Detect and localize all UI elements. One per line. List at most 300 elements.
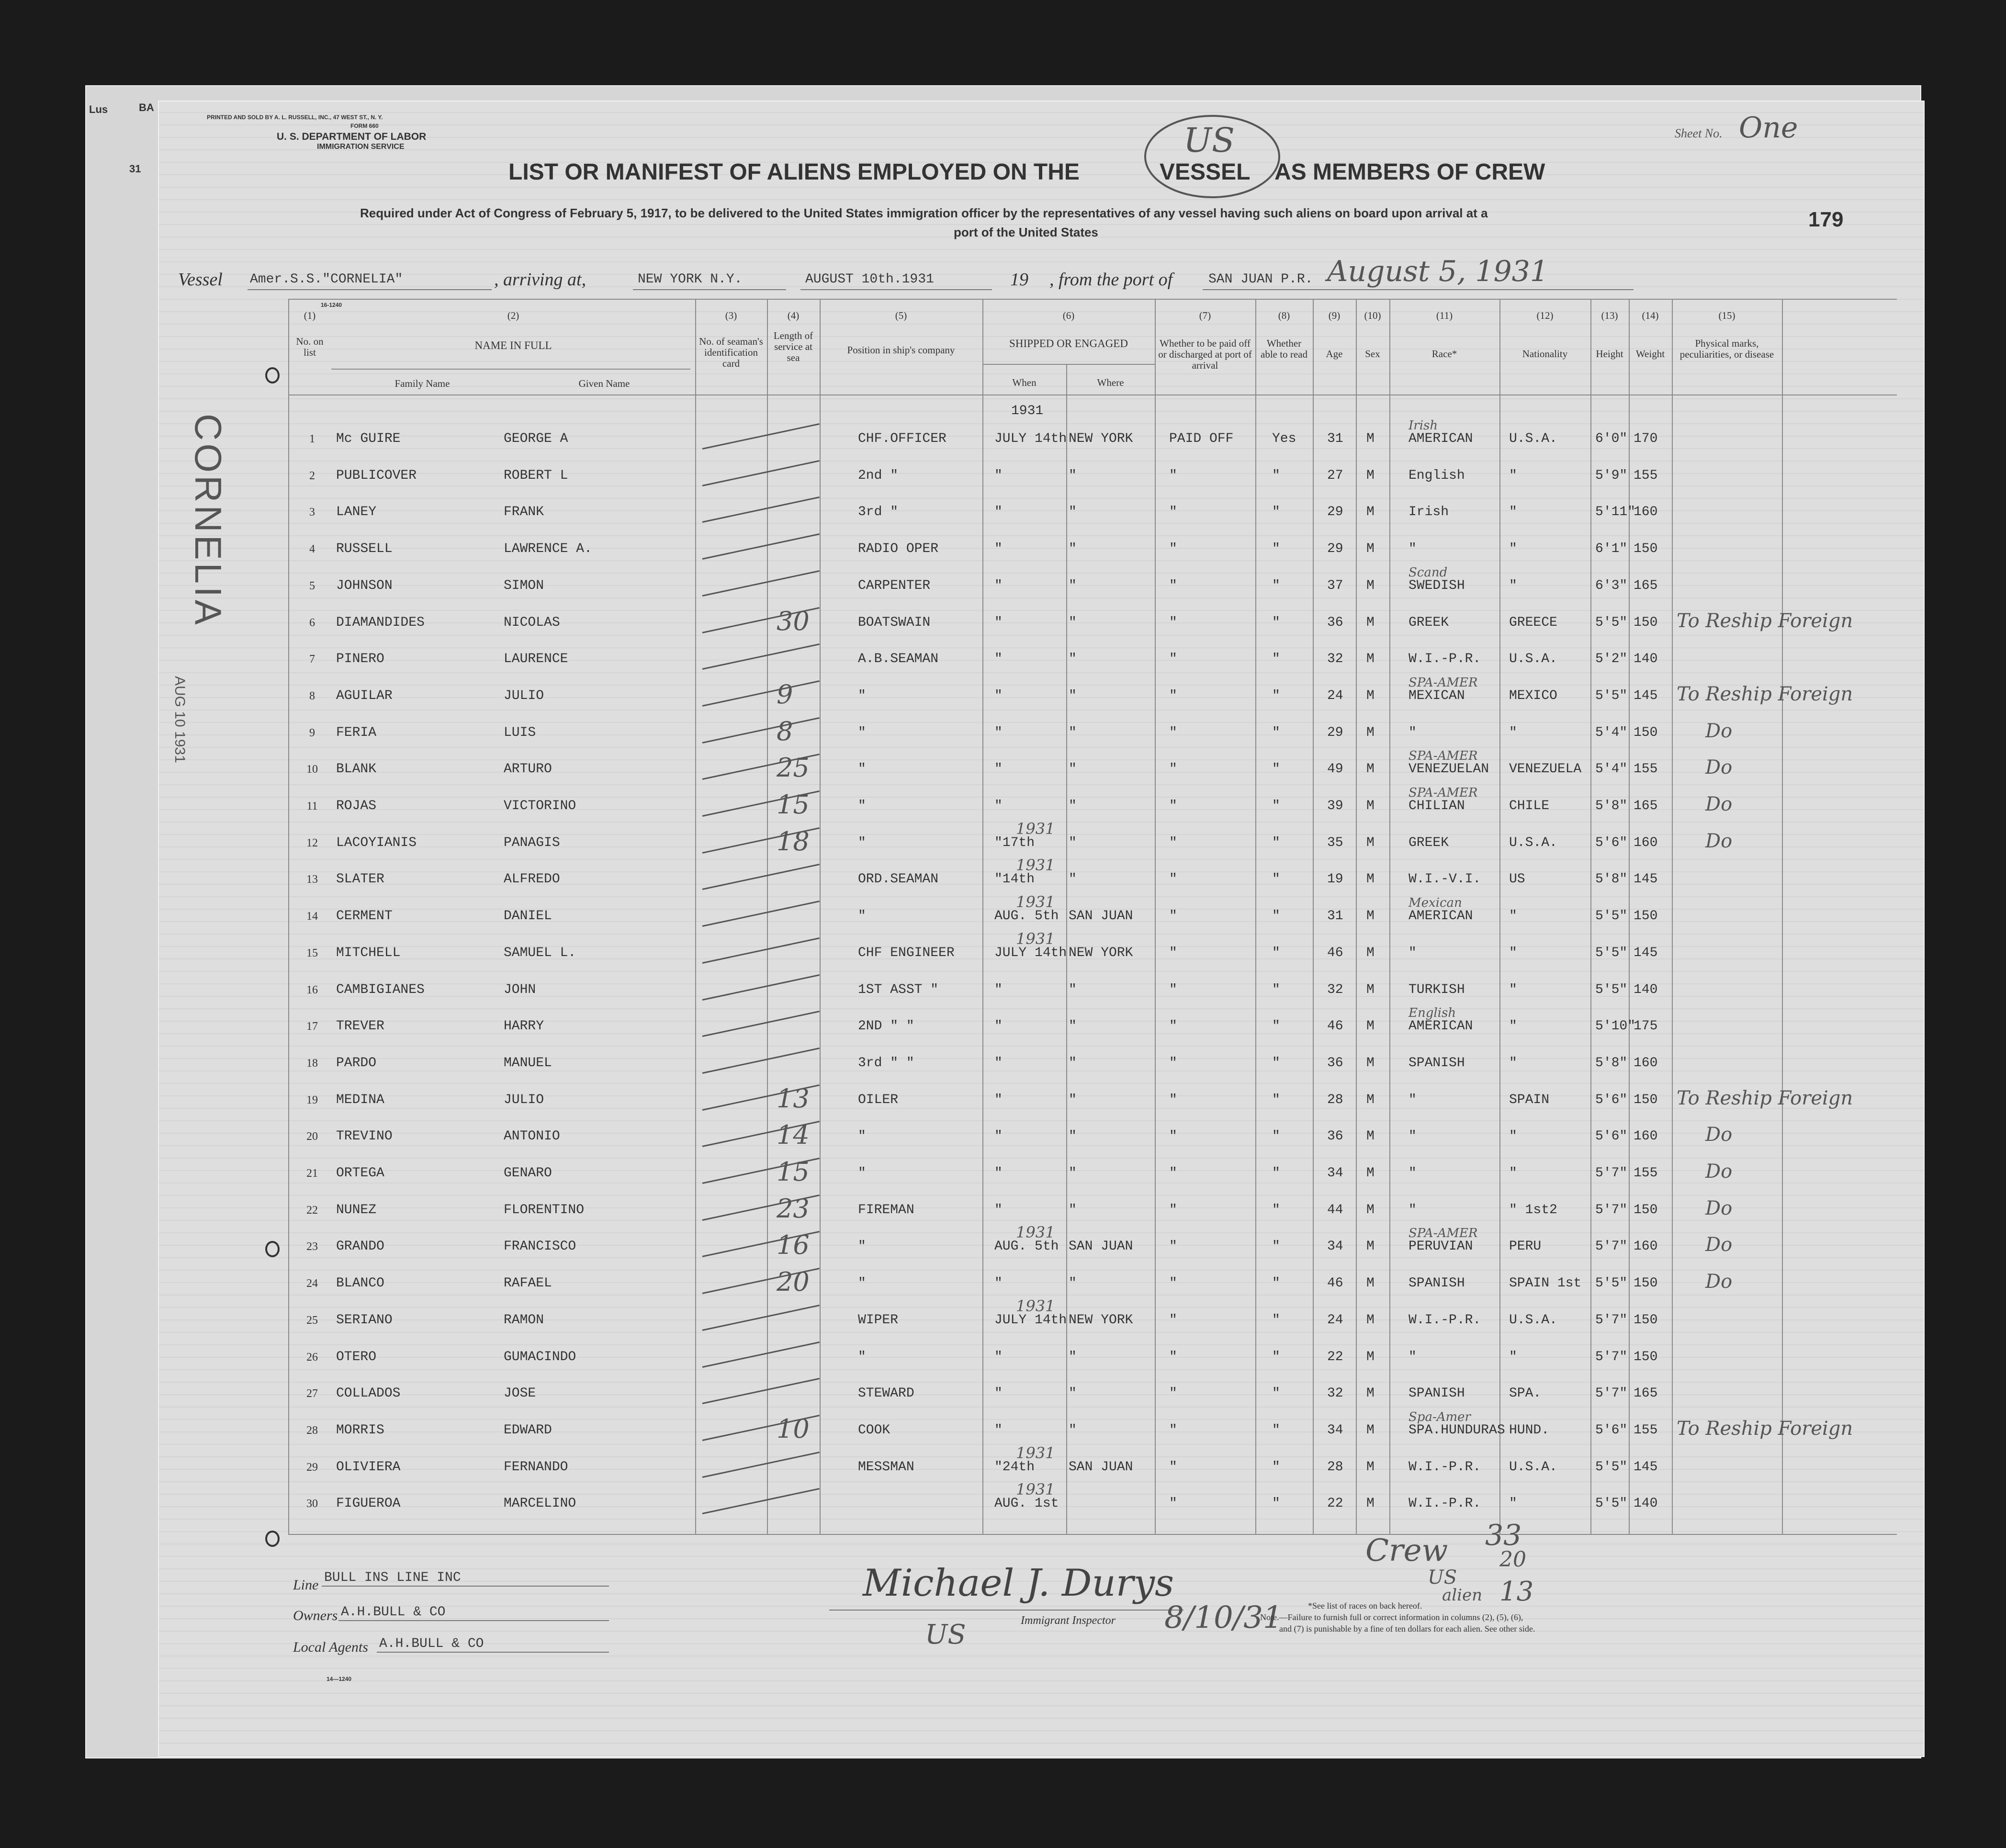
height-cell: 5'6" xyxy=(1595,835,1628,850)
race-cell: W.I.-P.R. xyxy=(1409,1312,1481,1328)
given-name-cell: DANIEL xyxy=(504,909,552,924)
family-name-cell: FIGUEROA xyxy=(336,1496,401,1511)
column-rule xyxy=(1155,299,1156,1534)
able-to-read-cell: " xyxy=(1272,1422,1280,1438)
shipped-where-cell: " xyxy=(1069,1202,1077,1217)
column-rule xyxy=(1672,299,1673,1534)
paid-off-cell: " xyxy=(1169,835,1177,850)
nationality-cell: " xyxy=(1509,1019,1517,1034)
from-port: SAN JUAN P.R. xyxy=(1208,272,1313,287)
shipped-where-cell: NEW YORK xyxy=(1069,1312,1133,1328)
paid-off-cell: " xyxy=(1169,468,1177,483)
sex-cell: M xyxy=(1366,982,1375,997)
paid-off-cell: " xyxy=(1169,1276,1177,1291)
header-where: Where xyxy=(1097,377,1124,388)
row-number-cell: 14 xyxy=(306,910,318,923)
column-rule xyxy=(767,299,768,1534)
able-to-read-cell: " xyxy=(1272,909,1280,924)
race-cell: SPANISH xyxy=(1409,1386,1465,1401)
printer-line: PRINTED AND SOLD BY A. L. RUSSELL, INC., 47 WEST ST., N. Y. xyxy=(207,114,383,121)
shipped-when-cell: " xyxy=(994,468,1003,483)
weight-cell: 150 xyxy=(1634,909,1658,924)
able-to-read-cell: " xyxy=(1272,578,1280,593)
age-cell: 27 xyxy=(1327,468,1343,483)
seaman-card-dash xyxy=(702,974,820,1001)
position-cell: " xyxy=(858,1239,866,1254)
race-cell: " xyxy=(1409,1202,1417,1217)
shipped-where-cell: NEW YORK xyxy=(1069,431,1133,446)
family-name-cell: RUSSELL xyxy=(336,541,393,557)
weight-cell: 160 xyxy=(1634,835,1658,850)
weight-cell: 170 xyxy=(1634,431,1658,446)
race-cell: AMERICAN xyxy=(1409,1019,1473,1034)
row-number-cell: 7 xyxy=(309,653,315,666)
crew-us-label: US xyxy=(1428,1566,1457,1589)
height-cell: 6'3" xyxy=(1595,578,1628,593)
row-number-cell: 2 xyxy=(309,469,315,482)
col-num: (12) xyxy=(1536,310,1554,321)
col-num: (1) xyxy=(304,310,316,321)
height-cell: 5'8" xyxy=(1595,799,1628,813)
physical-remark: Do xyxy=(1705,720,1733,742)
row-number-cell: 29 xyxy=(306,1461,318,1474)
sex-cell: M xyxy=(1366,505,1375,520)
arrival-port: NEW YORK N.Y. xyxy=(638,272,743,287)
shipped-where-cell: " xyxy=(1069,872,1077,887)
age-cell: 22 xyxy=(1327,1496,1343,1511)
race-cell: " xyxy=(1409,725,1417,740)
height-cell: 5'5" xyxy=(1595,1496,1628,1511)
punch-ring xyxy=(265,1241,280,1257)
shipped-where-cell: " xyxy=(1069,1166,1077,1181)
header-nationality: Nationality xyxy=(1522,348,1568,360)
race-note: SPA-AMER xyxy=(1409,1226,1478,1241)
column-rule xyxy=(1499,299,1500,1534)
row-number-cell: 22 xyxy=(306,1204,318,1217)
age-cell: 49 xyxy=(1327,762,1343,777)
able-to-read-cell: " xyxy=(1272,1166,1280,1181)
position-cell: " xyxy=(858,909,866,924)
weight-cell: 150 xyxy=(1634,1276,1658,1291)
shipped-where-cell: " xyxy=(1069,1422,1077,1438)
given-name-cell: JULIO xyxy=(504,1092,544,1107)
row-number-cell: 5 xyxy=(309,579,315,592)
seaman-card-dash xyxy=(702,1488,820,1514)
physical-remark: Do xyxy=(1705,756,1733,779)
shipped-when-cell: " xyxy=(994,1202,1003,1217)
shipped-year-note: 1931 xyxy=(1016,893,1055,912)
weight-cell: 160 xyxy=(1634,1129,1658,1144)
family-name-cell: GRANDO xyxy=(336,1239,384,1254)
stamp-date: AUG 10 1931 xyxy=(172,676,188,763)
family-name-cell: FERIA xyxy=(336,725,377,740)
punch-ring xyxy=(265,1531,280,1547)
height-cell: 6'0" xyxy=(1595,431,1628,446)
sex-cell: M xyxy=(1366,1092,1375,1107)
shipped-where-cell: SAN JUAN xyxy=(1069,1239,1133,1254)
race-cell: Irish xyxy=(1409,505,1449,520)
given-name-cell: EDWARD xyxy=(504,1422,552,1438)
seaman-card-dash xyxy=(702,1011,820,1037)
race-cell: " xyxy=(1409,945,1417,960)
physical-remark: Do xyxy=(1705,1124,1733,1146)
height-cell: 5'4" xyxy=(1595,725,1628,740)
sex-cell: M xyxy=(1366,1349,1375,1364)
position-cell: " xyxy=(858,799,866,813)
col-num: (14) xyxy=(1642,310,1659,321)
subtitle-line-2: port of the United States xyxy=(954,225,1098,239)
weight-cell: 150 xyxy=(1634,541,1658,557)
family-name-cell: PARDO xyxy=(336,1055,377,1070)
weight-cell: 165 xyxy=(1634,1386,1658,1401)
given-name-cell: RAMON xyxy=(504,1312,544,1328)
shipped-where-cell: " xyxy=(1069,1019,1077,1034)
family-name-cell: PUBLICOVER xyxy=(336,468,417,483)
height-cell: 5'5" xyxy=(1595,615,1628,630)
shipped-when-cell: " xyxy=(994,1166,1003,1181)
race-cell: PERUVIAN xyxy=(1409,1239,1473,1254)
header-race: Race* xyxy=(1431,348,1457,360)
shipped-where-cell: " xyxy=(1069,615,1077,630)
physical-remark: To Reship Foreign xyxy=(1677,1087,1853,1109)
age-cell: 44 xyxy=(1327,1202,1343,1217)
paid-off-cell: " xyxy=(1169,505,1177,520)
sheet-number: One xyxy=(1739,111,1798,145)
paid-off-cell: " xyxy=(1169,1166,1177,1181)
height-cell: 5'7" xyxy=(1595,1386,1628,1401)
service-length-cell: 15 xyxy=(777,789,810,820)
paid-off-cell: " xyxy=(1169,652,1177,667)
able-to-read-cell: " xyxy=(1272,1239,1280,1254)
able-to-read-cell: " xyxy=(1272,652,1280,667)
note-line-1: Note.—Failure to furnish full or correct information in columns (2), (5), (6), xyxy=(1260,1612,1523,1622)
seaman-card-dash xyxy=(702,864,820,890)
race-cell: SWEDISH xyxy=(1409,578,1465,593)
service-length-cell: 16 xyxy=(777,1230,810,1261)
race-cell: GREEK xyxy=(1409,835,1449,850)
position-cell: " xyxy=(858,1166,866,1181)
given-name-cell: MARCELINO xyxy=(504,1496,576,1511)
shipped-when-cell: " xyxy=(994,725,1003,740)
physical-remark: To Reship Foreign xyxy=(1677,1417,1853,1440)
row-number-cell: 19 xyxy=(306,1093,318,1106)
crew-label: Crew xyxy=(1365,1533,1448,1568)
sex-cell: M xyxy=(1366,1422,1375,1438)
race-cell: " xyxy=(1409,1092,1417,1107)
position-cell: " xyxy=(858,835,866,850)
age-cell: 29 xyxy=(1327,505,1343,520)
form-code-top: 16-1240 xyxy=(321,302,342,308)
column-rule xyxy=(1255,299,1256,1534)
department: U. S. DEPARTMENT OF LABOR xyxy=(277,131,427,142)
col-num: (13) xyxy=(1601,310,1618,321)
shipped-where-cell: " xyxy=(1069,1092,1077,1107)
nationality-cell: US xyxy=(1509,872,1525,887)
paid-off-cell: " xyxy=(1169,1459,1177,1475)
col-num: (9) xyxy=(1328,310,1341,321)
row-number-cell: 12 xyxy=(306,836,318,849)
given-name-cell: NICOLAS xyxy=(504,615,560,630)
column-rule xyxy=(1629,299,1630,1534)
nationality-cell: GREECE xyxy=(1509,615,1557,630)
column-rule xyxy=(982,299,983,1534)
family-name-cell: ORTEGA xyxy=(336,1166,384,1181)
family-name-cell: PINERO xyxy=(336,652,384,667)
age-cell: 32 xyxy=(1327,982,1343,997)
given-name-cell: JOHN xyxy=(504,982,536,997)
service-length-cell: 9 xyxy=(777,679,793,710)
row-number-cell: 24 xyxy=(306,1277,318,1290)
family-name-cell: NUNEZ xyxy=(336,1202,377,1217)
weight-cell: 145 xyxy=(1634,945,1658,960)
weight-cell: 155 xyxy=(1634,1166,1658,1181)
position-cell: STEWARD xyxy=(858,1386,914,1401)
nationality-cell: " xyxy=(1509,1349,1517,1364)
race-cell: SPANISH xyxy=(1409,1276,1465,1291)
row-number-cell: 21 xyxy=(306,1167,318,1180)
family-name-cell: COLLADOS xyxy=(336,1386,401,1401)
position-cell: " xyxy=(858,725,866,740)
position-cell: " xyxy=(858,1129,866,1144)
nationality-cell: " 1st2 xyxy=(1509,1202,1557,1217)
shipped-where-cell: " xyxy=(1069,1055,1077,1070)
position-cell: 2nd " xyxy=(858,468,899,483)
header-family-name: Family Name xyxy=(394,378,450,389)
service-length-cell: 10 xyxy=(777,1413,810,1444)
paid-off-cell: " xyxy=(1169,982,1177,997)
vessel-name: Amer.S.S."CORNELIA" xyxy=(250,272,403,287)
nationality-cell: " xyxy=(1509,578,1517,593)
side-mark-number: 31 xyxy=(129,163,141,175)
family-name-cell: JOHNSON xyxy=(336,578,393,593)
year-label: 19 xyxy=(1010,270,1028,290)
able-to-read-cell: " xyxy=(1272,688,1280,703)
service-length-cell: 23 xyxy=(777,1193,810,1224)
sex-cell: M xyxy=(1366,1386,1375,1401)
height-cell: 5'6" xyxy=(1595,1129,1628,1144)
row-number-cell: 8 xyxy=(309,689,315,702)
paid-off-cell: " xyxy=(1169,578,1177,593)
race-note: Mexican xyxy=(1409,896,1462,911)
departure-handwritten: August 5, 1931 xyxy=(1327,255,1549,288)
family-name-cell: Mc GUIRE xyxy=(336,431,401,446)
nationality-cell: " xyxy=(1509,1496,1517,1511)
given-name-cell: PANAGIS xyxy=(504,835,560,850)
column-rule xyxy=(1590,299,1591,1534)
service: IMMIGRATION SERVICE xyxy=(317,143,405,151)
nationality-cell: " xyxy=(1509,1129,1517,1144)
shipped-when-cell: " xyxy=(994,1129,1003,1144)
race-cell: W.I.-P.R. xyxy=(1409,1496,1481,1511)
signature-date: 8/10/31 xyxy=(1164,1600,1283,1635)
height-cell: 5'8" xyxy=(1595,1055,1628,1070)
row-number-cell: 30 xyxy=(306,1498,318,1510)
race-cell: TURKISH xyxy=(1409,982,1465,997)
sex-cell: M xyxy=(1366,835,1375,850)
race-cell: " xyxy=(1409,1166,1417,1181)
note-star: *See list of races on back hereof. xyxy=(1308,1601,1422,1611)
row-number-cell: 25 xyxy=(306,1314,318,1327)
sex-cell: M xyxy=(1366,1496,1375,1511)
shipped-when-cell: "24th xyxy=(994,1459,1035,1475)
weight-cell: 165 xyxy=(1634,799,1658,813)
shipped-when-cell: " xyxy=(994,799,1003,813)
family-name-cell: TREVER xyxy=(336,1019,384,1034)
shipped-when-cell: " xyxy=(994,1019,1003,1034)
given-name-cell: RAFAEL xyxy=(504,1276,552,1291)
header-shipped: SHIPPED OR ENGAGED xyxy=(1009,338,1128,349)
title-vessel: VESSEL xyxy=(1160,159,1251,185)
race-cell: AMERICAN xyxy=(1409,431,1473,446)
paid-off-cell: " xyxy=(1169,615,1177,630)
arriving-label: , arriving at, xyxy=(494,270,586,290)
able-to-read-cell: " xyxy=(1272,1055,1280,1070)
shipped-when-cell: " xyxy=(994,541,1003,557)
header-paid-off: Whether to be paid off or discharged at port of arrival xyxy=(1158,338,1252,371)
name-subheader-rule xyxy=(331,369,690,370)
shipped-where-cell: " xyxy=(1069,762,1077,777)
weight-cell: 155 xyxy=(1634,468,1658,483)
age-cell: 34 xyxy=(1327,1422,1343,1438)
shipped-when-cell: " xyxy=(994,578,1003,593)
age-cell: 36 xyxy=(1327,1055,1343,1070)
weight-cell: 155 xyxy=(1634,762,1658,777)
seaman-card-dash xyxy=(702,1378,820,1404)
shipped-when-cell: " xyxy=(994,1349,1003,1364)
age-cell: 31 xyxy=(1327,431,1343,446)
age-cell: 46 xyxy=(1327,1019,1343,1034)
position-cell: A.B.SEAMAN xyxy=(858,652,939,667)
sex-cell: M xyxy=(1366,1129,1375,1144)
physical-remark: To Reship Foreign xyxy=(1677,609,1853,632)
header-when: When xyxy=(1012,377,1037,388)
shipped-when-cell: AUG. 1st xyxy=(994,1496,1059,1511)
us-mark: US xyxy=(1183,121,1235,160)
race-cell: VENEZUELAN xyxy=(1409,762,1489,777)
age-cell: 28 xyxy=(1327,1459,1343,1475)
race-cell: MEXICAN xyxy=(1409,688,1465,703)
age-cell: 35 xyxy=(1327,835,1343,850)
paid-off-cell: " xyxy=(1169,945,1177,960)
paid-off-cell: " xyxy=(1169,541,1177,557)
nationality-cell: " xyxy=(1509,982,1517,997)
column-rule xyxy=(695,299,696,1534)
port-underline xyxy=(633,289,786,290)
shipped-where-cell: " xyxy=(1069,1349,1077,1364)
weight-cell: 160 xyxy=(1634,505,1658,520)
shipped-where-cell: " xyxy=(1069,541,1077,557)
given-name-cell: SIMON xyxy=(504,578,544,593)
age-cell: 39 xyxy=(1327,799,1343,813)
col-num: (6) xyxy=(1062,310,1075,321)
height-cell: 5'6" xyxy=(1595,1422,1628,1438)
able-to-read-cell: " xyxy=(1272,1386,1280,1401)
given-name-cell: ROBERT L xyxy=(504,468,568,483)
given-name-cell: ALFREDO xyxy=(504,872,560,887)
shipped-year-note: 1931 xyxy=(1016,1443,1055,1462)
signature-note: US xyxy=(925,1619,966,1650)
position-cell: ORD.SEAMAN xyxy=(858,872,939,887)
sheet-label: Sheet No. xyxy=(1675,126,1723,140)
col-num: (5) xyxy=(895,310,907,321)
agents-underline xyxy=(377,1652,609,1653)
weight-cell: 155 xyxy=(1634,1422,1658,1438)
paid-off-cell: PAID OFF xyxy=(1169,431,1234,446)
age-cell: 46 xyxy=(1327,945,1343,960)
service-length-cell: 14 xyxy=(777,1120,810,1150)
column-rule xyxy=(1313,299,1314,1534)
sex-cell: M xyxy=(1366,799,1375,813)
col-num: (10) xyxy=(1364,310,1381,321)
family-name-cell: LACOYIANIS xyxy=(336,835,417,850)
side-mark-lus: Lus xyxy=(89,103,108,115)
shipped-year-note: 1931 xyxy=(1016,929,1055,948)
crew-us: 20 xyxy=(1499,1547,1526,1572)
weight-cell: 140 xyxy=(1634,652,1658,667)
row-number-cell: 11 xyxy=(306,800,318,812)
able-to-read-cell: " xyxy=(1272,762,1280,777)
row-number-cell: 28 xyxy=(306,1424,318,1437)
row-number-cell: 23 xyxy=(306,1240,318,1253)
row-number-cell: 10 xyxy=(306,763,318,776)
given-name-cell: GENARO xyxy=(504,1166,552,1181)
race-note: SPA-AMER xyxy=(1409,675,1478,690)
sex-cell: M xyxy=(1366,945,1375,960)
able-to-read-cell: " xyxy=(1272,1459,1280,1475)
paid-off-cell: " xyxy=(1169,1092,1177,1107)
row-number-cell: 27 xyxy=(306,1387,318,1400)
crew-total: 33 xyxy=(1485,1519,1522,1552)
age-cell: 34 xyxy=(1327,1239,1343,1254)
weight-cell: 140 xyxy=(1634,982,1658,997)
shipped-when-cell: JULY 14th xyxy=(994,431,1067,446)
height-cell: 5'7" xyxy=(1595,1166,1628,1181)
height-cell: 5'10" xyxy=(1595,1019,1636,1034)
family-name-cell: MEDINA xyxy=(336,1092,384,1107)
service-length-cell: 13 xyxy=(777,1083,810,1114)
service-length-cell: 25 xyxy=(777,753,810,783)
age-cell: 19 xyxy=(1327,872,1343,887)
agents-label: Local Agents xyxy=(293,1639,368,1655)
paid-off-cell: " xyxy=(1169,725,1177,740)
position-cell: 2ND " " xyxy=(858,1019,914,1034)
race-cell: SPANISH xyxy=(1409,1055,1465,1070)
given-name-cell: HARRY xyxy=(504,1019,544,1034)
crew-alien-label: alien xyxy=(1442,1586,1483,1605)
height-cell: 5'7" xyxy=(1595,1239,1628,1254)
race-cell: W.I.-P.R. xyxy=(1409,1459,1481,1475)
seaman-card-dash xyxy=(702,717,820,744)
race-note: Irish xyxy=(1409,418,1438,433)
shipped-when-cell: AUG. 5th xyxy=(994,1239,1059,1254)
nationality-cell: SPAIN 1st xyxy=(1509,1276,1582,1291)
able-to-read-cell: " xyxy=(1272,835,1280,850)
height-cell: 5'5" xyxy=(1595,945,1628,960)
sex-cell: M xyxy=(1366,725,1375,740)
row-number-cell: 15 xyxy=(306,947,318,959)
header-height: Height xyxy=(1596,348,1623,360)
seaman-card-dash xyxy=(702,423,820,450)
header-position: Position in ship's company xyxy=(847,344,955,356)
height-cell: 5'2" xyxy=(1595,652,1628,667)
form-number: FORM 660 xyxy=(350,123,379,129)
able-to-read-cell: " xyxy=(1272,505,1280,520)
sex-cell: M xyxy=(1366,1055,1375,1070)
physical-remark: Do xyxy=(1705,1197,1733,1219)
paid-off-cell: " xyxy=(1169,909,1177,924)
height-cell: 5'11" xyxy=(1595,505,1636,520)
shipped-year-note: 1931 xyxy=(1016,1296,1055,1315)
